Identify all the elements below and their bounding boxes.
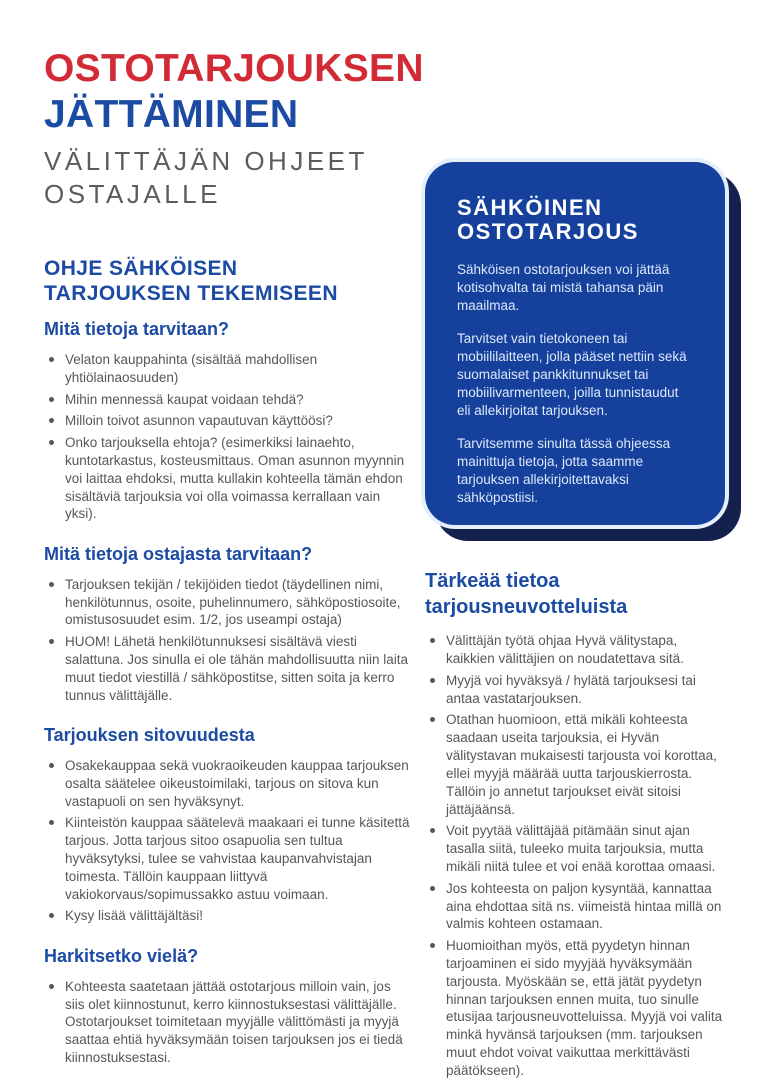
bullet-icon xyxy=(49,913,54,918)
list-item xyxy=(425,937,725,1080)
list-item-text: Otathan huomioon, että mikäli kohteesta saadaan useita tarjouksia, ei Hyvän välitystavan mukaisesti tarjousta voi korottaa, ellei myyjä määrää uutta tarjouskierrosta. Tällöin jo annetut tarjoukset eivät sitoisi jättäjäänsä. xyxy=(446,712,717,817)
list-item xyxy=(425,822,725,875)
list-item-text: HUOM! Lähetä henkilötunnuksesi sisältävä viesti salattuna. Jos sinulla ei ole tähän mahdollisuutta niin laita muut tiedot viestillä / sähköpostitse, sitten soita ja kerro tunnus välittäjälle. xyxy=(65,634,408,703)
info-box-heading: SÄHKÖINEN OSTOTARJOUS xyxy=(457,195,639,245)
bullet-list-sitovuudesta xyxy=(44,757,412,925)
bullet-list-tietoja-ostajasta xyxy=(44,576,412,705)
left-column xyxy=(44,256,412,1071)
list-item-text: Osakekauppaa sekä vuokraoikeuden kauppaa tarjouksen osalta säätelee oikeustoimilaki, tarjous on sitova kun vastapuoli on sen hyväksynyt. xyxy=(65,757,409,809)
list-item-text: Mihin mennessä kaupat voidaan tehdä? xyxy=(65,391,304,407)
section-heading-harkitsetko-viela: Harkitsetko vielä? xyxy=(44,946,199,967)
list-item-text: Kohteesta saatetaan jättää ostotarjous milloin vain, jos siis olet kiinnostunut, kerro kiinnostuksestasi välittäjälle. Ostotarjoukset toimitetaan myyjälle välittömästi ja myyjä saattaa ehtiä hyväksymään toisen tarjouksen jos ei tiedä kiinnostuksestasi. xyxy=(65,978,403,1065)
list-item xyxy=(425,632,725,668)
bullet-icon xyxy=(430,886,435,891)
section-heading-tarkeaa-tietoa: Tärkeää tietoa tarjousneuvotteluista xyxy=(425,570,628,618)
list-item xyxy=(44,412,412,430)
masthead xyxy=(44,46,444,211)
bullet-icon xyxy=(49,440,54,445)
list-item xyxy=(44,434,412,523)
bullet-icon xyxy=(430,717,435,722)
bullet-icon xyxy=(49,639,54,644)
right-column xyxy=(425,162,725,1080)
list-item xyxy=(44,814,412,903)
bullet-icon xyxy=(49,397,54,402)
bullet-icon xyxy=(49,820,54,825)
page-subtitle: VÄLITTÄJÄN OHJEET OSTAJALLE xyxy=(44,146,368,210)
list-item xyxy=(44,576,412,629)
list-item xyxy=(44,351,412,387)
list-item-text: Voit pyytää välittäjää pitämään sinut ajan tasalla siitä, tuleeko muita tarjouksia, mutta mikäli niitä tulee et voi enää korottaa omaasi. xyxy=(446,823,716,874)
info-box-paragraph: Sähköisen ostotarjouksen voi jättää kotisohvalta tai mistä tahansa päin maailmaa. xyxy=(457,262,670,314)
bullet-list-tietoja-tarvitaan xyxy=(44,351,412,523)
list-item xyxy=(44,391,412,409)
page-title-line2: JÄTTÄMINEN xyxy=(44,92,299,136)
list-item xyxy=(44,633,412,704)
list-item-text: Myyjä voi hyväksyä / hylätä tarjouksesi tai antaa vastatarjouksen. xyxy=(446,672,696,706)
list-item xyxy=(425,880,725,933)
bullet-icon xyxy=(430,638,435,643)
bullet-list-tarjousneuvottelut xyxy=(425,632,725,1080)
section-heading-tarjouksen-sitovuudesta: Tarjouksen sitovuudesta xyxy=(44,725,255,746)
bullet-icon xyxy=(49,984,54,989)
info-box-paragraph: Tarvitsemme sinulta tässä ohjeessa mainittuja tietoja, jotta saamme tarjouksen allekirjoitettavaksi sähköpostiisi. xyxy=(457,436,671,505)
list-item-text: Onko tarjouksella ehtoja? (esimerkiksi lainaehto, kuntotarkastus, kosteusmittaus. Oman asunnon myynnin voi laittaa ehdoksi, mutta kullakin kohteella tämän ehdon sisältäviä tarjouksia voi olla voimassa kerrallaan vain yksi). xyxy=(65,435,405,522)
list-item-text: Jos kohteesta on paljon kysyntää, kannattaa aina ehdottaa sitä ns. viimeistä hintaa millä on valmis kohteen ostamaan. xyxy=(446,880,722,932)
left-main-heading: OHJE SÄHKÖISEN TARJOUKSEN TEKEMISEEN xyxy=(44,257,338,306)
bullet-list-harkitsetko xyxy=(44,978,412,1067)
list-item xyxy=(44,907,412,925)
list-item xyxy=(44,757,412,810)
bullet-icon xyxy=(430,943,435,948)
list-item-text: Tarjouksen tekijän / tekijöiden tiedot (täydellinen nimi, henkilötunnus, osoite, puhelinnumero, sähköpostiosoite, omistusosuudet esim. 1/2, jos useampi ostaja) xyxy=(65,576,401,628)
page-title xyxy=(44,46,444,137)
list-item xyxy=(425,672,725,708)
page-title-line1: OSTOTARJOUKSEN xyxy=(44,47,424,90)
list-item xyxy=(425,711,725,818)
list-item-text: Velaton kauppahinta (sisältää mahdollisen yhtiölainaosuuden) xyxy=(65,351,318,385)
bullet-icon xyxy=(49,582,54,587)
bullet-icon xyxy=(49,357,54,362)
list-item-text: Välittäjän työtä ohjaa Hyvä välitystapa, kaikkien välittäjien on noudatettava sitä. xyxy=(446,633,684,666)
bullet-icon xyxy=(430,678,435,683)
list-item xyxy=(44,978,412,1067)
bullet-icon xyxy=(49,418,54,423)
bullet-icon xyxy=(49,763,54,768)
info-box-paragraph: Tarvitset vain tietokoneen tai mobiililaitteen, jolla pääset nettiin sekä suomalaiset pankkitunnukset tai mobiilivarmenteen, joilla tunnistaudut eli allekirjoitat tarjouksen. xyxy=(457,331,687,419)
list-item-text: Huomioithan myös, että pyydetyn hinnan tarjoaminen ei sido myyjää hyväksymään tarjousta. Myöskään se, että jätät pyydetyn hinnan tarjouksen ennen muita, tuo sinulle etusijaa tarjousneuvotteluissa. Myyjä voi valita minkä hyvänsä tarjouksen (mm. tarjouksen muut ehdot voivat vaikuttaa merkittävästi päätökseen). xyxy=(446,938,723,1078)
list-item-text: Kysy lisää välittäjältäsi! xyxy=(65,908,204,924)
section-heading-mita-tietoja-tarvitaan: Mitä tietoja tarvitaan? xyxy=(44,319,230,340)
section-heading-tietoja-ostajasta: Mitä tietoja ostajasta tarvitaan? xyxy=(44,544,313,565)
bullet-icon xyxy=(430,828,435,833)
info-box-sahkoinen-ostotarjous xyxy=(425,162,725,525)
list-item-text: Kiinteistön kauppaa säätelevä maakaari ei tunne käsitettä tarjous. Jotta tarjous sitoo osapuolia sen tultua hyväksytyksi, tulee se vahvistaa kaupanvahvistajan toimesta. Tällöin kauppaan liittyvä vakiokorvaus/sopimussakko astuu voimaan. xyxy=(65,815,410,902)
list-item-text: Milloin toivot asunnon vapautuvan käyttöösi? xyxy=(65,413,333,429)
